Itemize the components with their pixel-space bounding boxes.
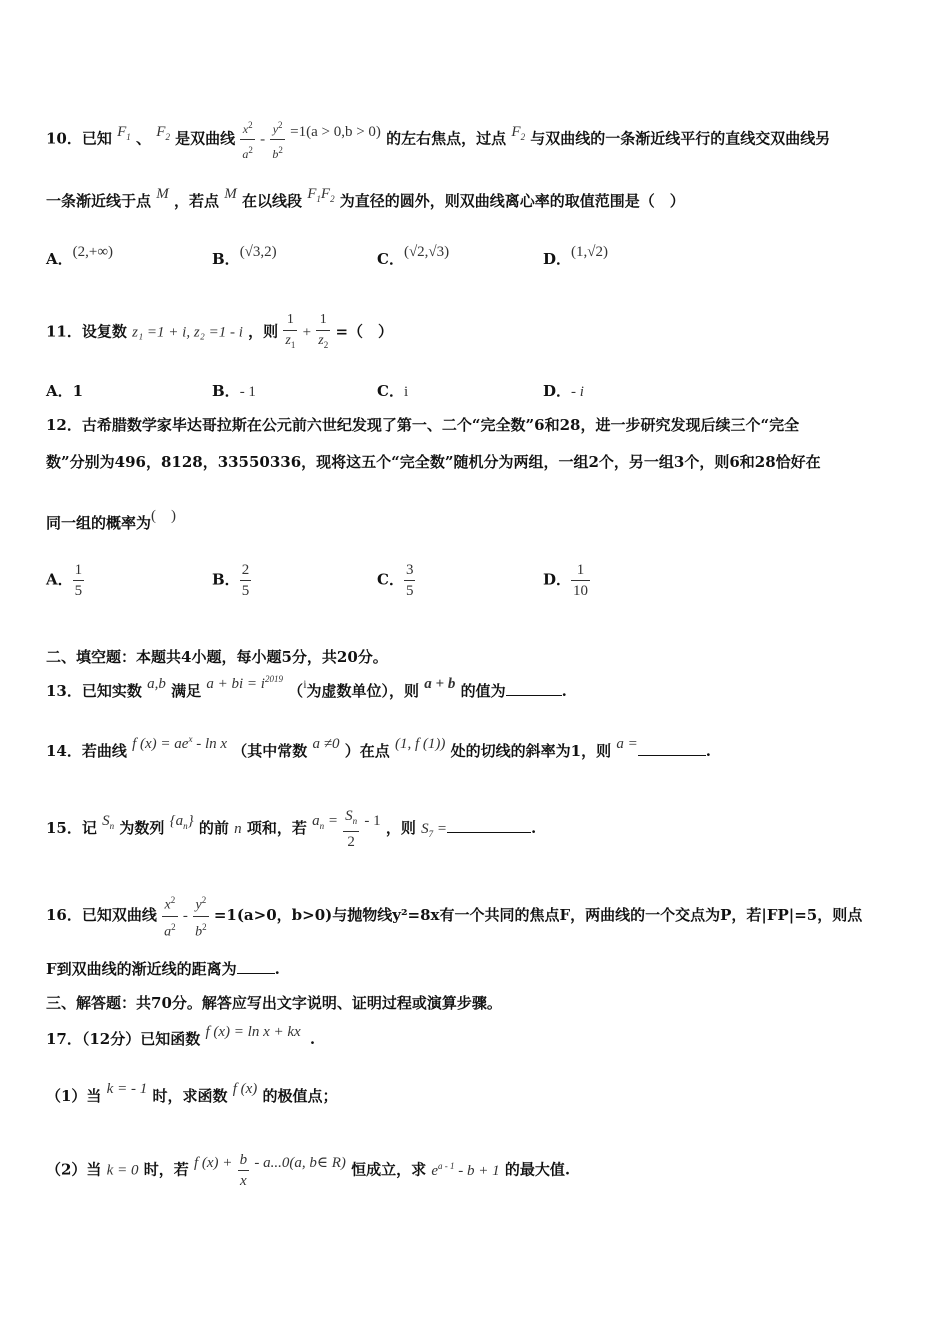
point-m-2: M — [224, 186, 237, 202]
q12-line3: 同一组的概率为( ) — [46, 508, 177, 532]
q11-line: 11．设复数 z₁ =1 + i, z₂ =1 - i ，则 $\frac{1}{z_1}$ + $\frac{1}{z_2}$ =（ ） — [46, 310, 393, 355]
q16-line2: F到双曲线的渐近线的距离为 . — [46, 960, 280, 978]
section3-heading: 三、解答题：共70分。解答应写出文字说明、证明过程或演算步骤。 — [46, 994, 502, 1012]
q12-option-a: A． $\frac{1}{5}$ — [46, 562, 83, 599]
q10-text2: 的左右焦点，过点 — [386, 129, 507, 148]
q10-option-d: D．(1,√2) — [543, 244, 608, 268]
q10-text6: 在以线段 — [241, 192, 302, 210]
q10-number: 10．已知 — [46, 129, 112, 148]
segment-f1f2: $F_1F_2$ — [307, 186, 335, 204]
f2-symbol: F — [156, 123, 166, 140]
q11-text1: ，则 — [248, 322, 279, 341]
q15-line: 15．记 $S_n$ 为数列 $\{a_n\}$ 的前 n 项和，若 $a_n$ = $\frac{S_n}{2}$ - 1 ，则 $S_7$ = . — [46, 808, 537, 850]
q14-function: f $(x) = ae^x - \ln x$ — [132, 734, 228, 752]
q17-line: 17．（12分）已知函数 f (x) = ln x + kx . — [46, 1024, 316, 1048]
q17-function: f (x) = ln x + kx — [205, 1024, 301, 1040]
q14-answer-blank[interactable] — [638, 754, 706, 756]
q10-text5: ，若点 — [173, 192, 219, 210]
q16-line1: 16．已知双曲线 $\frac{x^2}{a^2}$ - $\frac{y^2}{b^2}$ =1(a>0，b>0)与抛物线y²=8x有一个共同的焦点F，两曲线的一个交点为P，若|FP|=5，则点 — [46, 890, 862, 942]
q17-part1: （1）当 k = - 1 时，求函数 f (x) 的极值点； — [46, 1081, 338, 1105]
q12-option-d: D． $\frac{1}{10}$ — [543, 562, 589, 599]
q13-answer-blank[interactable] — [506, 694, 562, 696]
q11-text2: =（ ） — [335, 322, 394, 341]
ab-symbol: a,b — [147, 676, 166, 692]
separator: 、 — [136, 129, 152, 148]
q10-line2 — [46, 186, 685, 212]
q10-text3: 与双曲线的一条渐近线平行的直线交双曲线另 — [530, 129, 831, 148]
f1-symbol: F — [117, 123, 127, 140]
q11-option-d: D．- i — [543, 382, 584, 400]
q12-paren: ( ) — [151, 508, 177, 524]
q13-equation: a + bi = $i^{2019}$ — [206, 674, 283, 692]
hyperbola-x-frac: $\frac{x^2}{a^2}$ — [240, 115, 255, 164]
hyperbola-condition: =1(a > 0,b > 0) — [290, 123, 381, 140]
q10-option-c: C．(√2,√3) — [377, 244, 450, 268]
q12-option-b: B． $\frac{2}{5}$ — [212, 562, 250, 599]
frac-1-z1: $\frac{1}{z_1}$ — [285, 312, 296, 350]
q11-option-a: A．1 — [46, 382, 84, 400]
q10-option-b: B．(√3,2) — [212, 244, 277, 268]
complex-numbers: z₁ =1 + i, z₂ =1 - i — [132, 324, 243, 341]
q10-text4: 一条渐近线于点 — [46, 192, 152, 210]
q10-text7: 为直径的圆外，则双曲线离心率的取值范围是（ ） — [339, 192, 685, 210]
q11-option-c: C．i — [377, 382, 409, 400]
q17-part2: （2）当 k = 0 时，若 f (x) + $\frac{b}{x}$ - a...0(a, b∈ R) 恒成立，求 $e^{a - 1} - b + 1$ 的最大值. — [46, 1152, 571, 1189]
q14-line: 14．若曲线 f $(x) = ae^x - \ln x$ （其中常数 a ≠0 ）在点 (1, f (1)) 处的切线的斜率为1，则 a = . — [46, 734, 711, 760]
q12-line2: 数”分别为496，8128，33550336，现将这五个“完全数”随机分为两组，一组2个，另一组3个，则6和28恰好在 — [46, 453, 821, 471]
q10-line1: 10．已知 $F_1$ 、 $F_2$ 是双曲线 $\frac{x^2}{a^2}$ - $\frac{y^2}{b^2}$ =1(a > 0,b > 0) 的左右焦点，过点 $F_2$ 与双曲线的一条渐近线平行的直线交双曲线另 — [46, 115, 830, 164]
q12-line1: 12．古希腊数学家毕达哥拉斯在公元前六世纪发现了第一、二个“完全数”6和28，进一步研究发现后续三个“完全 — [46, 416, 800, 434]
q13-line: 13．已知实数 a,b 满足 a + bi = $i^{2019}$ （$^i$为虚数单位），则 a + b 的值为 . — [46, 674, 567, 700]
sn-over-2: $\frac{S_n}{2}$ — [345, 808, 358, 850]
q11-option-b: B．- 1 — [212, 382, 256, 400]
q10-option-a: A．(2,+∞) — [46, 244, 114, 268]
frac-1-z2: $\frac{1}{z_2}$ — [318, 312, 329, 350]
q11-number: 11．设复数 — [46, 322, 127, 341]
point-m: M — [156, 186, 169, 202]
q12-option-c: C． $\frac{3}{5}$ — [377, 562, 414, 599]
q10-text1: 是双曲线 — [175, 129, 236, 148]
q15-answer-blank[interactable] — [447, 831, 531, 833]
q16-answer-blank[interactable] — [237, 972, 275, 974]
hyperbola-y-frac: $\frac{y^2}{b^2}$ — [270, 115, 285, 164]
section2-heading: 二、填空题：本题共4小题，每小题5分，共20分。 — [46, 648, 388, 666]
